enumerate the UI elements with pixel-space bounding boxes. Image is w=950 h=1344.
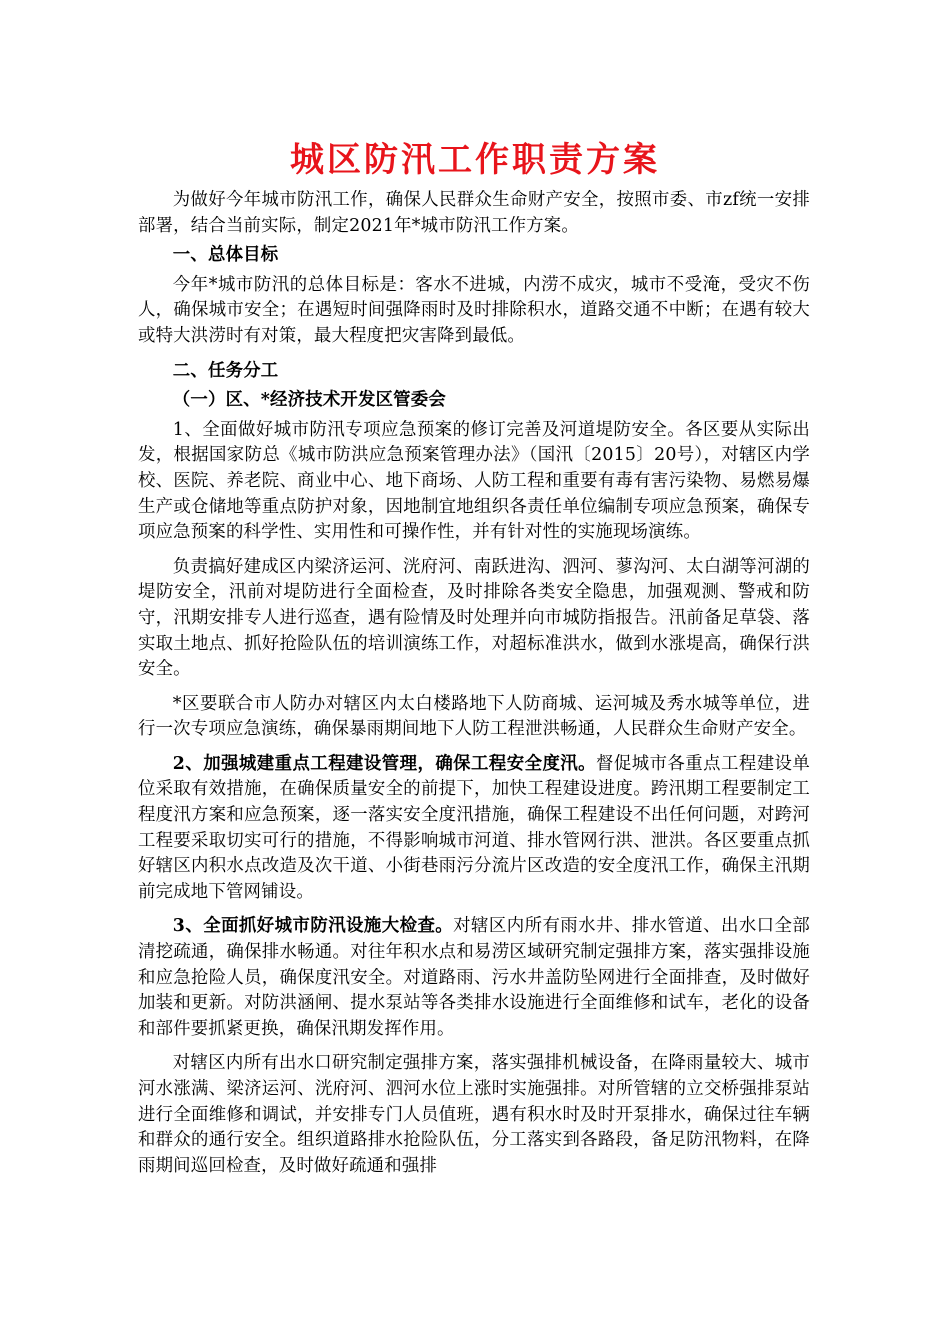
paragraph-4-text: 督促城市各重点工程建设单位采取有效措施，在确保质量安全的前提下，加快工程建设进度。跨汛期工程要制定工程度汛方案和应急预案，逐一落实安全度汛措施，确保工程建设不出任何问题，对跨河工程要采取切实可行的措施，不得影响城市河道、排水管网行洪、泄洪。各区要重点抓好辖区内积水点改造及次干道、小街巷雨污分流片区改造的安全度汛工作，确保主汛期前完成地下管网铺设。 <box>138 753 811 902</box>
document-body <box>138 188 810 1179</box>
paragraph-2: 负责搞好建成区内梁济运河、洸府河、南跃进沟、泗河、蓼沟河、太白湖等河湖的堤防安全，汛前对堤防进行全面检查，及时排除各类安全隐患，加强观测、警戒和防守，汛期安排专人进行巡查，遇有险情及时处理并向市城防指报告。汛前备足草袋、落实取土地点、抓好抢险队伍的培训演练工作，对超标准洪水，做到水涨堤高，确保行洪安全。 <box>138 556 810 680</box>
paragraph-5 <box>138 914 810 1042</box>
goals-paragraph: 今年*城市防汛的总体目标是：客水不进城，内涝不成灾，城市不受淹，受灾不伤人，确保城市安全；在遇短时间强降雨时及时排除积水，道路交通不中断；在遇有较大或特大洪涝时有对策，最大程度把灾害降到最低。 <box>138 274 810 346</box>
section-heading-goals: 一、总体目标 <box>172 245 279 266</box>
intro-paragraph: 为做好今年城市防汛工作，确保人民群众生命财产安全，按照市委、市zf统一安排部署，结合当前实际，制定2021年*城市防汛工作方案。 <box>138 190 810 236</box>
section-heading-tasks: 二、任务分工 <box>172 360 279 381</box>
subsection-heading-district: （一）区、*经济技术开发区管委会 <box>172 390 446 411</box>
paragraph-5-text: 对辖区内所有雨水井、排水管道、出水口全部清挖疏通，确保排水畅通。对往年积水点和易涝区域研究制定强排方案，落实强排设施和应急抢险人员，确保度汛安全。对道路雨、污水井盖防坠网进行全面排查，及时做好加装和更新。对防洪涵闸、提水泵站等各类排水设施进行全面维修和试车，老化的设备和部件要抓紧更换，确保汛期发挥作用。 <box>138 916 810 1039</box>
paragraph-6: 对辖区内所有出水口研究制定强排方案，落实强排机械设备，在降雨量较大、城市河水涨满、梁济运河、洸府河、泗河水位上涨时实施强排。对所管辖的立交桥强排泵站进行全面维修和调试，并安排专门人员值班，遇有积水时及时开泵排水，确保过往车辆和群众的通行安全。组织道路排水抢险队伍，分工落实到各路段，备足防汛物料，在降雨期间巡回检查，及时做好疏通和强排 <box>138 1053 810 1176</box>
paragraph-1: 1、全面做好城市防汛专项应急预案的修订完善及河道堤防安全。各区要从实际出发，根据国家防总《城市防洪应急预案管理办法》（国汛〔2015〕20号），对辖区内学校、医院、养老院、商业中心、地下商场、人防工程和重要有毒有害污染物、易燃易爆生产或仓储地等重点防护对象，因地制宜地组织各责任单位编制专项应急预案，确保专项应急预案的科学性、实用性和可操作性，并有针对性的实施现场演练。 <box>138 419 810 543</box>
paragraph-5-lead: 3、全面抓好城市防汛设施大检查。 <box>172 916 454 937</box>
page-title: 城区防汛工作职责方案 <box>290 140 660 180</box>
paragraph-4-lead: 2、加强城建重点工程建设管理，确保工程安全度汛。 <box>172 753 597 774</box>
paragraph-3: *区要联合市人防办对辖区内太白楼路地下人防商城、运河城及秀水城等单位，进行一次专项应急演练，确保暴雨期间地下人防工程泄洪畅通，人民群众生命财产安全。 <box>138 693 810 740</box>
paragraph-4 <box>138 752 810 906</box>
